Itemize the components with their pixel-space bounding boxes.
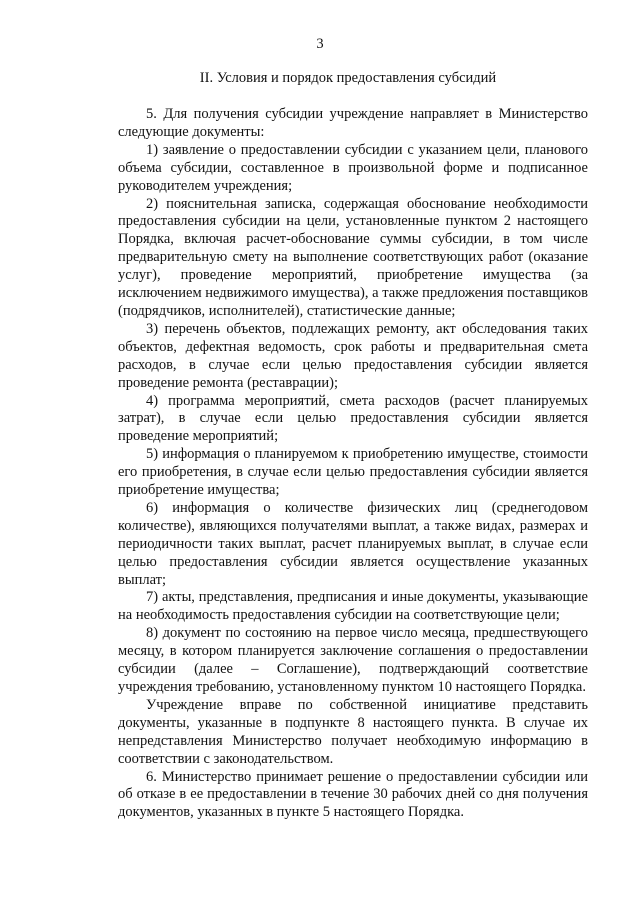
list-item-8: 8) документ по состоянию на первое число месяца, предшествующего месяцу, в котором планируется заключение соглашения о предоставлении субсидии (далее – Соглашение), подтверждающий соответствие учреждения требованию, установленному пунктом 10 настоящего Порядка.: [118, 625, 588, 695]
paragraph-5-intro: 5. Для получения субсидии учреждение направляет в Министерство следующие документы:: [118, 106, 588, 140]
list-item-7: 7) акты, представления, предписания и иные документы, указывающие на необходимость предоставления субсидии на соответствующие цели;: [118, 589, 588, 624]
section-title: II. Условия и порядок предоставления субсидий: [199, 70, 497, 86]
list-item-6: 6) информация о количестве физических лиц (среднегодовом количестве), являющихся получателями выплат, а также видах, размерах и периодичности таких выплат, расчет планируемых выплат, в случае если целью предоставления субсидии является осуществление указанных выплат;: [118, 499, 588, 588]
list-item-2: 2) пояснительная записка, содержащая обоснование необходимости предоставления субсидии на цели, установленные пунктом 2 настоящего Порядка, включая расчет-обоснование суммы субсидии, в том числе предварительную смету на выполнение соответствующих работ (оказание услуг), проведение мероприятий, приобретение имущества (за исключением недвижимого имущества), а также предложения поставщиков (подрядчиков, исполнителей), статистические данные;: [118, 195, 588, 319]
paragraph-voluntary-submission: Учреждение вправе по собственной инициативе представить документы, указанные в подпункте 8 настоящего пункта. В случае их непредставления Министерство получает необходимую информацию в соответствии с законодательством.: [118, 696, 588, 767]
list-item-5: 5) информация о планируемом к приобретению имуществе, стоимости его приобретения, в случае если целью предоставления субсидии является приобретение имущества;: [118, 446, 588, 499]
page-number: 3: [316, 36, 324, 52]
list-item-3: 3) перечень объектов, подлежащих ремонту, акт обследования таких объектов, дефектная ведомость, срок работы и предварительная смета расходов, в случае если целью предоставления субсидии является проведение ремонта (реставрации);: [118, 320, 588, 391]
paragraph-6-decision: 6. Министерство принимает решение о предоставлении субсидии или об отказе в ее предоставлении в течение 30 рабочих дней со дня получения документов, указанных в пункте 5 настоящего Порядка.: [118, 768, 588, 821]
list-item-4: 4) программа мероприятий, смета расходов (расчет планируемых затрат), в случае если целью предоставления субсидии является проведение мероприятий;: [118, 392, 588, 445]
document-body: [118, 106, 588, 822]
list-item-1: 1) заявление о предоставлении субсидии с указанием цели, планового объема субсидии, составленное в произвольной форме и подписанное руководителем учреждения;: [118, 141, 588, 194]
